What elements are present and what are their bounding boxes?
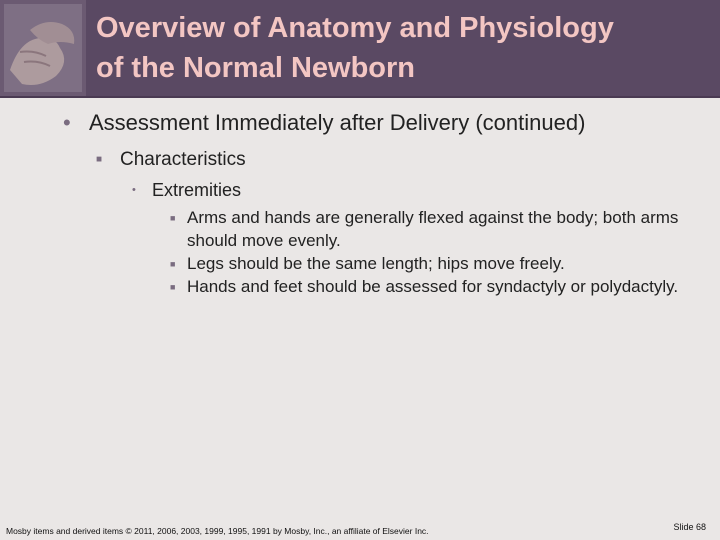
bullet-level4-text: Hands and feet should be assessed for syndactyly or polydactyly. <box>187 277 679 296</box>
bullet-dot-icon: • <box>63 110 71 135</box>
slide-title-line1: Overview of Anatomy and Physiology <box>96 12 614 44</box>
bullet-level2-text: Characteristics <box>120 149 246 170</box>
bullet-square-icon: ■ <box>170 259 176 269</box>
newborn-hands-photo-icon <box>0 0 86 96</box>
bullet-level4-list <box>170 206 690 298</box>
bullet-level4-item <box>170 206 690 252</box>
bullet-square-icon: ■ <box>96 154 103 165</box>
bullet-level1-text: Assessment Immediately after Delivery (continued) <box>89 110 586 135</box>
slide-title <box>96 8 706 88</box>
bullet-level4-text: Legs should be the same length; hips move freely. <box>187 254 565 273</box>
slide-title-line2: of the Normal Newborn <box>96 52 416 84</box>
bullet-square-icon: ■ <box>170 282 176 292</box>
slide-header <box>0 0 720 98</box>
bullet-level4-item <box>170 275 690 298</box>
bullet-square-icon: ■ <box>170 213 176 223</box>
bullet-level4-item <box>170 252 690 275</box>
bullet-dot-icon: • <box>132 184 136 196</box>
slide-number: Slide 68 <box>673 522 706 532</box>
slide-body <box>0 98 720 540</box>
bullet-level3-text: Extremities <box>152 180 242 200</box>
copyright-footer: Mosby items and derived items © 2011, 2006, 2003, 1999, 1995, 1991 by Mosby, Inc., an affiliate of Elsevier Inc. <box>6 526 429 536</box>
bullet-level4-text: Arms and hands are generally flexed against the body; both arms should move evenly. <box>187 208 679 250</box>
